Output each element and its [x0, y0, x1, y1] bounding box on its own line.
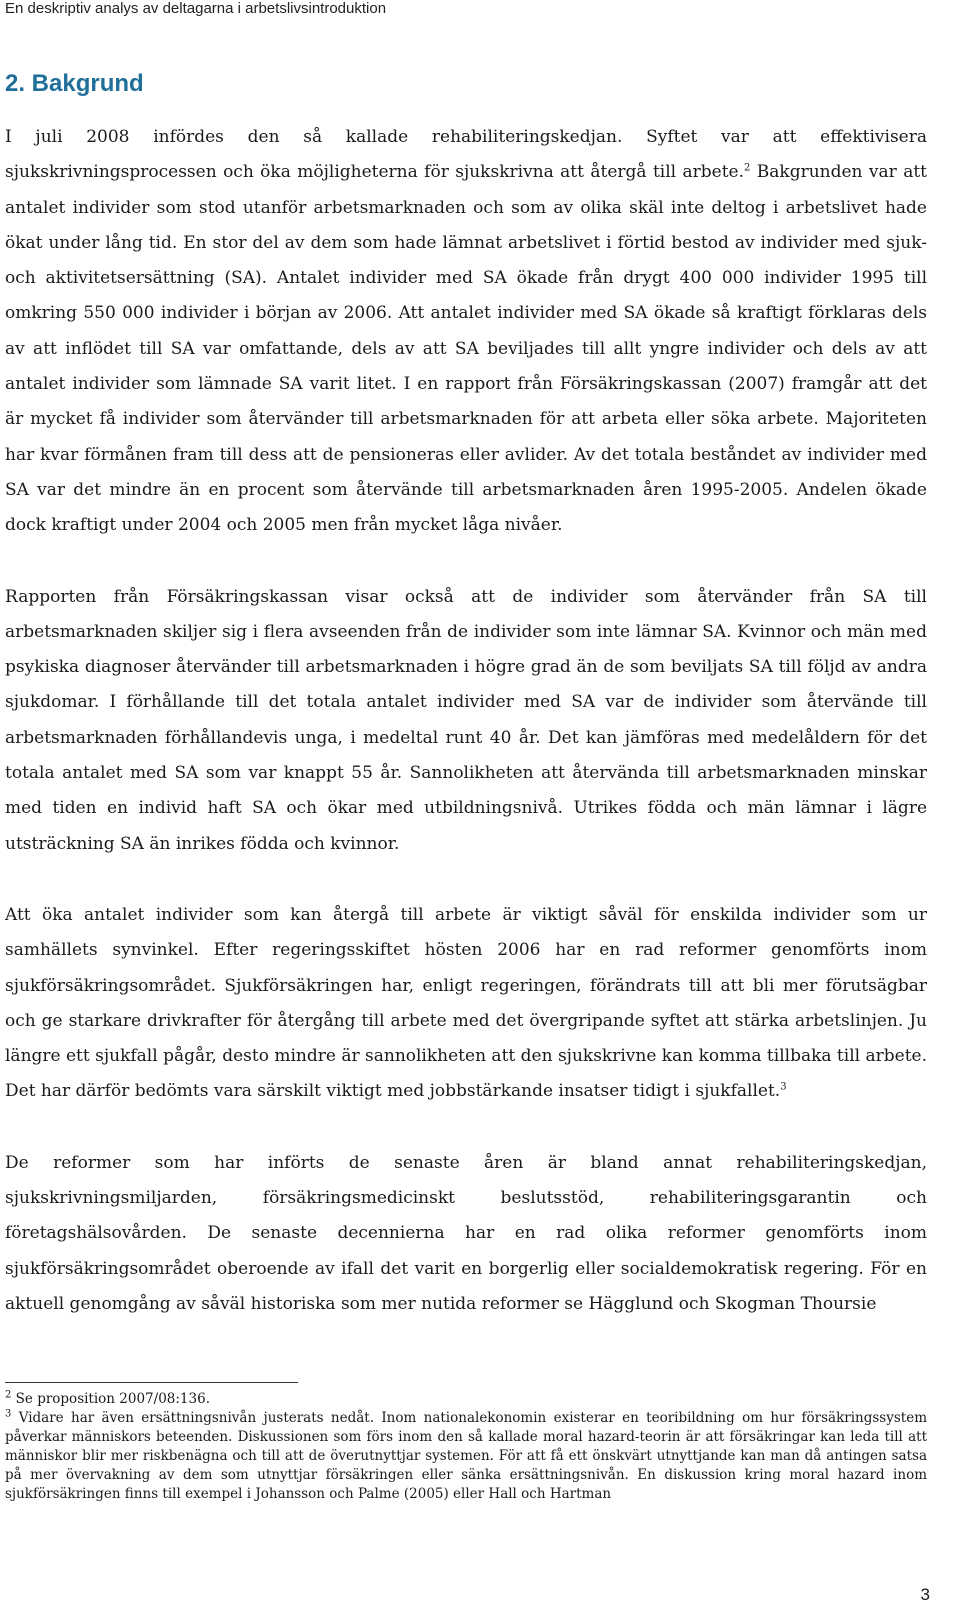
footnote-separator: [5, 1382, 298, 1383]
paragraph-1: [5, 120, 927, 544]
paragraph-2: [5, 580, 927, 862]
body-text: [5, 120, 927, 1358]
section-heading: 2. Bakgrund: [5, 70, 144, 97]
paragraph-1-text-b: Bakgrunden var att antalet individer som stod utanför arbetsmarknaden och som av olika skäl inte deltog i arbetslivet hade ökat under lång tid. En stor del av dem som hade lämnat arbetslivet i förtid bestod av individer med sjuk- och aktivitetsersättning (SA). Antalet individer med SA ökade från drygt 400 000 individer 1995 till omkring 550 000 individer i början av 2006. Att antalet individer med SA ökade så kraftigt förklaras dels av att inflödet till SA var omfattande, dels av att SA beviljades till allt yngre individer och dels av att antalet individer som lämnade SA varit litet. I en rapport från Försäkringskassan (2007) framgår att det är mycket få individer som återvänder till arbetsmarknaden för att arbeta eller söka arbete. Majoriteten har kvar förmånen fram till dess att de pensioneras eller avlider. Av det totala beståndet av individer med SA var det mindre än en procent som återvände till arbetsmarknaden åren 1995-2005. Andelen ökade dock kraftigt under 2004 och 2005 men från mycket låga nivåer.: [5, 162, 927, 536]
paragraph-2-text: Rapporten från Försäkringskassan visar också att de individer som återvänder från SA till arbetsmarknaden skiljer sig i flera avseenden från de individer som inte lämnar SA. Kvinnor och män med psykiska diagnoser återvänder till arbetsmarknaden i högre grad än de som beviljats SA till följd av andra sjukdomar. I förhållande till det totala antalet individer med SA var de individer som återvände till arbetsmarknaden förhållandevis unga, i medeltal runt 40 år. Det kan jämföras med medelåldern för det totala antalet med SA som var knappt 55 år. Sannolikheten att återvända till arbetsmarknaden minskar med tiden en individ haft SA och ökar med utbildningsnivå. Utrikes födda och män lämnar i lägre utsträckning SA än inrikes födda och kvinnor.: [5, 586, 927, 854]
footnote-marker: 2: [5, 1389, 12, 1401]
paragraph-3: [5, 898, 927, 1110]
footnote-text: Vidare har även ersättningsnivån justerats nedåt. Inom nationalekonomin existerar en teoribildning om hur försäkringssystem påverkar människors beteenden. Diskussionen som förs inom den så kallade moral hazard-teorin är att försäkringar kan leda till att människor blir mer riskbenägna och till att de överutnyttjar systemen. För att få ett önskvärt utnyttjande kan man då antingen satsa på mer övervakning av dem som utnyttjar försäkringen eller sänka ersättningsnivån. En diskussion kring moral hazard inom sjukförsäkringen finns till exempel i Johansson och Palme (2005) eller Hall och Hartman: [5, 1410, 927, 1502]
footnote-ref-3[interactable]: 3: [780, 1081, 787, 1093]
paragraph-3-text: Att öka antalet individer som kan återgå till arbete är viktigt såväl för enskilda individer som ur samhällets synvinkel. Efter regeringsskiftet hösten 2006 har en rad reformer genomförts inom sjukförsäkringsområdet. Sjukförsäkringen har, enligt regeringen, förändrats till att bli mer förutsägbar och ge starkare drivkrafter för återgång till arbete med det övergripande syftet att stärka arbetslinjen. Ju längre ett sjukfall pågår, desto mindre är sannolikheten att den sjukskrivne kan komma tillbaka till arbete. Det har därför bedömts vara särskilt viktigt med jobbstärkande insatser tidigt i sjukfallet.: [5, 904, 927, 1102]
paragraph-4: [5, 1146, 927, 1322]
running-header: En deskriptiv analys av deltagarna i arbetslivsintroduktion: [5, 0, 387, 17]
footnotes: [5, 1390, 927, 1504]
footnote-marker: 3: [5, 1408, 12, 1420]
paragraph-4-text: De reformer som har införts de senaste åren är bland annat rehabiliteringskedjan, sjukskrivningsmiljarden, försäkringsmedicinskt beslutsstöd, rehabiliteringsgarantin och företagshälsovården. De senaste decennierna har en rad olika reformer genomförts inom sjukförsäkringsområdet oberoende av ifall det varit en borgerlig eller socialdemokratisk regering. För en aktuell genomgång av såväl historiska som mer nutida reformer se Hägglund och Skogman Thoursie: [5, 1152, 927, 1314]
footnote-3: [5, 1409, 927, 1504]
paragraph-1-text-a: I juli 2008 infördes den så kallade rehabiliteringskedjan. Syftet var att effektivisera sjukskrivningsprocessen och öka möjligheterna för sjukskrivna att återgå till arbete.: [5, 127, 927, 183]
page-number: 3: [920, 1585, 930, 1604]
footnote-ref-2[interactable]: 2: [744, 162, 751, 174]
footnote-text: Se proposition 2007/08:136.: [11, 1391, 210, 1407]
footnote-2: [5, 1390, 927, 1409]
